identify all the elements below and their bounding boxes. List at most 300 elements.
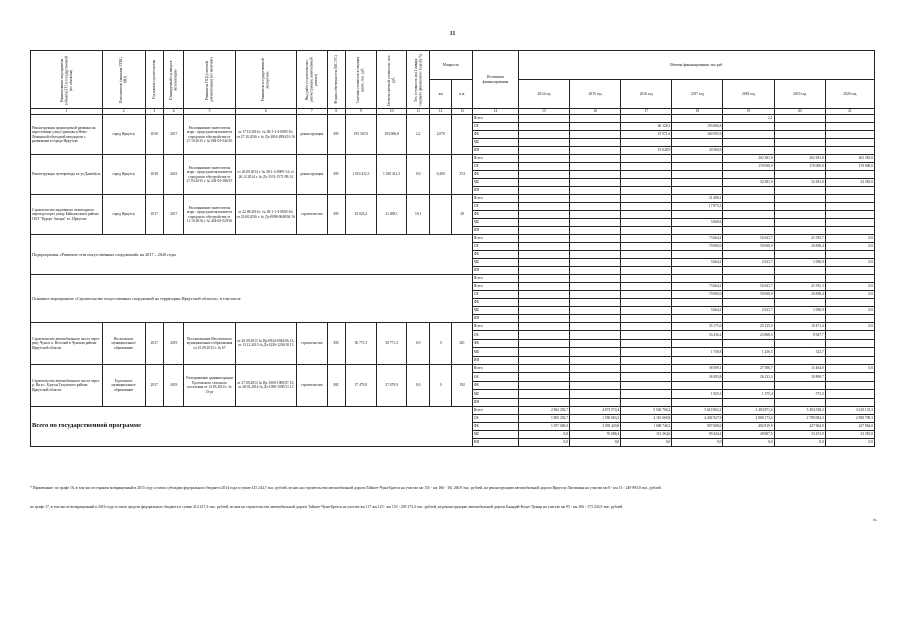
funding-value (774, 203, 825, 211)
funding-value (518, 267, 569, 275)
project-pm: 201 (452, 323, 472, 365)
funding-value: 4 402 927,9 (672, 414, 723, 422)
column-number: 19 (723, 109, 774, 115)
source-label: Всего (472, 195, 518, 203)
funding-value (672, 315, 723, 323)
main-event-title: Основное мероприятие «Строительство искусственных сооружений на территории Иркутской области», в том числе (31, 275, 473, 323)
funding-value (672, 275, 723, 283)
source-label: ОБ (472, 123, 518, 131)
table-row (31, 406, 875, 414)
funding-value: 25 125,0 (723, 323, 774, 331)
funding-value: 170 000,0 (825, 163, 874, 171)
project-work: реконструкция (296, 155, 327, 195)
funding-value (621, 307, 672, 315)
footnote-2: по графе 17, в том числе возвращенный в 2016 году остаток средств федерального бюджета в сумме 412 417,3 тыс. рублей, из них на строительство автомобильной дороги Тайшет-Чуна-Братск на участке км 117-км 125 - км 153 - 239 173,3 тыс. рублей, на реконструкцию автомобильной дороги Баяндай-Качуг-Хужир на участке км 95 - км 106 - 173 243,9 тыс. рублей. (30, 505, 624, 509)
funding-value (518, 139, 569, 147)
funding-value (570, 251, 621, 259)
funding-value (825, 331, 874, 339)
project-km: 2,070 (429, 115, 452, 155)
funding-value (570, 203, 621, 211)
project-exp: от 26.09.2014 г. № 38-1-4-0009-14; от 26.12.2014 г. № Дз-1531-1571/09.14 (235, 155, 296, 195)
column-number: 7 (296, 109, 327, 115)
funding-value: 202 381,0 (774, 155, 825, 163)
column-number: 6 (235, 109, 296, 115)
funding-value (774, 227, 825, 235)
funding-value (518, 155, 569, 163)
funding-value: 70 000,0 (672, 291, 723, 299)
funding-value (825, 381, 874, 389)
funding-value (570, 348, 621, 356)
funding-value (774, 211, 825, 219)
funding-value (723, 356, 774, 364)
funding-value (570, 123, 621, 131)
header-col-11-text: Тех. готовность (на 1 января текущего финансового года) (в %) (413, 53, 423, 106)
funding-value: 10 890,7 (774, 373, 825, 381)
funding-value (621, 251, 672, 259)
funding-value: 32 381,0 (825, 430, 874, 438)
funding-value (621, 163, 672, 171)
funding-value: 3 410 133,3 (825, 406, 874, 414)
funding-value (518, 373, 569, 381)
funding-value (723, 227, 774, 235)
funding-value: 1 805 292,7 (518, 414, 569, 422)
funding-value (825, 147, 874, 155)
funding-value: 27 506,7 (723, 364, 774, 372)
project-end: 2019 (163, 323, 183, 365)
source-label: ОБ (472, 331, 518, 339)
table-row (31, 275, 875, 283)
project-cost: 195 347,0 (346, 115, 377, 155)
project-rest: 21 498,1 (376, 195, 407, 235)
funding-value (774, 123, 825, 131)
funding-value: 170 000,0 (723, 163, 774, 171)
funding-value: 0,0 (825, 364, 874, 372)
funding-value (723, 398, 774, 406)
funding-value: 0,0 (825, 283, 874, 291)
table-row (31, 195, 875, 203)
funding-value (825, 356, 874, 364)
funding-value (518, 381, 569, 389)
funding-value: 36 583,8 (672, 373, 723, 381)
project-pm: 192 (452, 364, 472, 406)
funding-value (825, 195, 874, 203)
funding-value (825, 348, 874, 356)
funding-value (774, 115, 825, 123)
funding-value (518, 235, 569, 243)
funding-value (672, 398, 723, 406)
funding-value (518, 339, 569, 347)
project-pm: 374 (452, 155, 472, 195)
funding-value (723, 171, 774, 179)
funding-value (518, 356, 569, 364)
funding-value (723, 381, 774, 389)
project-start: 2016 (145, 115, 163, 155)
project-psd: Распоряжение заместителя мэра - председателя комитета городского обустройства от 27.10.2015 г. № 084-03-542/16 (184, 115, 235, 155)
funding-value (621, 390, 672, 398)
funding-value: 11 464,0 (774, 364, 825, 372)
funding-value: 3 039 420,8 (570, 422, 621, 430)
funding-value (518, 283, 569, 291)
funding-value: 73 664,2 (672, 235, 723, 243)
source-label: Всего (472, 115, 518, 123)
funding-value (723, 267, 774, 275)
header-col-1-text: Наименование мероприятия (объекта) ГП и государственной (по объектам) (59, 54, 73, 105)
funding-value (621, 331, 672, 339)
column-number: 1 (31, 109, 103, 115)
funding-value (621, 381, 672, 389)
funding-value (621, 299, 672, 307)
funding-value (518, 179, 569, 187)
funding-value: 70 000,0 (672, 243, 723, 251)
header-col-5-text: Реквизиты ПСД (сметной документации) (по наличию) (205, 57, 214, 102)
funding-value (621, 348, 672, 356)
funding-value (723, 187, 774, 195)
funding-value (672, 227, 723, 235)
funding-value: 20 838,4 (774, 243, 825, 251)
project-cost: 25 025,2 (346, 195, 377, 235)
funding-value (621, 203, 672, 211)
funding-value (570, 243, 621, 251)
project-km (429, 195, 452, 235)
funding-value: 33 416,2 (672, 331, 723, 339)
header-cap-km: км (429, 80, 452, 109)
funding-value (825, 203, 874, 211)
project-ready: 0,0 (407, 155, 430, 195)
funding-value: 4 673 574,4 (570, 406, 621, 414)
funding-value (774, 299, 825, 307)
funding-value (518, 219, 569, 227)
header-col-3-text: Год начала строительства (152, 59, 157, 99)
funding-value (723, 299, 774, 307)
header-year: 2019 год (774, 80, 825, 109)
funding-value (621, 373, 672, 381)
header-year: 2015 год (570, 80, 621, 109)
funding-value (825, 398, 874, 406)
funding-value (774, 381, 825, 389)
funding-value (621, 227, 672, 235)
funding-value (570, 227, 621, 235)
funding-value (621, 179, 672, 187)
source-label: ОБ (472, 291, 518, 299)
funding-value (825, 187, 874, 195)
header-col-8-text: Форма собственности (МС/ ГС) (334, 55, 339, 104)
header-col-7-text: Вид работ (строительство, реконструкция, капитальный ремонт) (305, 57, 319, 102)
funding-value (621, 356, 672, 364)
funding-value (672, 211, 723, 219)
funding-value (774, 267, 825, 275)
funding-value (570, 187, 621, 195)
funding-value (518, 147, 569, 155)
project-name: Реконструкция транспортной развязки на пересечении улиц Сурикова и Ново-Ленинской объездной автодороги с развязками в городе Иркутске (31, 115, 103, 155)
source-label: Всего (472, 364, 518, 372)
funding-value: 26 131,3 (723, 373, 774, 381)
funding-value (825, 219, 874, 227)
project-ready: 2,2 (407, 115, 430, 155)
project-exp: от 20.09.2013 № Пр-0944-0944/06.13; от 13.12.2013 № Дз-2236-1236/10.13 (235, 323, 296, 365)
funding-value (825, 131, 874, 139)
project-ready: 19,1 (407, 195, 430, 235)
funding-value (774, 398, 825, 406)
project-psd: Распоряжение заместителя мэра - председателя комитета городского обустройства от 11.10.2016 г. № 434-02-529/16 (184, 195, 235, 235)
funding-value (672, 187, 723, 195)
column-number: 3 (145, 109, 163, 115)
funding-value (570, 315, 621, 323)
funding-value: 2 789 084,3 (774, 414, 825, 422)
funding-value: 3 668,6 (672, 219, 723, 227)
source-label: ФБ (472, 339, 518, 347)
funding-value (774, 147, 825, 155)
project-rest: 1 010 412,3 (376, 155, 407, 195)
funding-value: 3 403 871,4 (723, 406, 774, 414)
column-number: 14 (472, 109, 518, 115)
funding-value (774, 195, 825, 203)
source-label: ОБ (472, 243, 518, 251)
funding-value (518, 259, 569, 267)
project-exec: город Иркутск (102, 155, 145, 195)
funding-value (672, 163, 723, 171)
funding-value (570, 235, 621, 243)
funding-value (825, 267, 874, 275)
funding-value (570, 356, 621, 364)
funding-value (825, 115, 874, 123)
funding-value (774, 131, 825, 139)
funding-value (570, 299, 621, 307)
project-psd: Постановление Веселовского муниципального образования от 25.09.2013 г. № 67 (184, 323, 235, 365)
source-label: ОБ (472, 203, 518, 211)
funding-value: 3 664,2 (672, 259, 723, 267)
funding-value (570, 267, 621, 275)
funding-value: 0,0 (518, 430, 569, 438)
funding-value (570, 291, 621, 299)
funding-value: 0,0 (825, 323, 874, 331)
funding-value (518, 275, 569, 283)
project-exp: от 22.08.2016 г. № 38-1-1-3-0065-16; от 23.08.2016 г. № Дз-0098-0048/04 16 (235, 195, 296, 235)
funding-value: 2 858 709,3 (825, 414, 874, 422)
project-end: 2021 (163, 155, 183, 195)
project-work: строительство (296, 323, 327, 365)
funding-value: 10 471,4 (774, 323, 825, 331)
funding-value (774, 171, 825, 179)
source-label: МБ (472, 139, 518, 147)
funding-value (518, 307, 569, 315)
source-label: ИИ (472, 227, 518, 235)
funding-value: 0,0 (518, 438, 569, 446)
funding-value: 35 175,0 (672, 323, 723, 331)
project-start: 2017 (145, 364, 163, 406)
column-number: 16 (570, 109, 621, 115)
project-pm (452, 115, 472, 155)
footnote-1: * Примечание: по графе 16, в том числе отражен возвращенный в 2015 году остаток субсидии федерального бюджета 2014 года в сумме 415 244,7 тыс. рублей, из них на строительство автомобильной дороги Тайшет-Чуна-Братск на участке км 155 - км 166 - 161 260,9 тыс. рублей, на реконструкцию автомобильной дороги Иркутск-Листвянка на участке км 8 - км 13 - 249 983,8 тыс. рублей. (30, 486, 662, 490)
project-rest: 193 066,8 (376, 115, 407, 155)
funding-value: 38 509,1 (672, 364, 723, 372)
funding-value (672, 179, 723, 187)
source-label: МБ (472, 307, 518, 315)
project-own: МС (327, 195, 345, 235)
column-number: 20 (774, 109, 825, 115)
table-row (31, 235, 875, 243)
funding-value (672, 339, 723, 347)
funding-value: 0,0 (570, 438, 621, 446)
funding-value: 32 381,0 (825, 179, 874, 187)
column-number: 17 (621, 109, 672, 115)
source-label: ОБ (472, 373, 518, 381)
source-label: ОБ (472, 163, 518, 171)
project-psd: Распоряжение заместителя мэра - председателя комитета городского обустройства от 27.04.2015 г. № 434-02-186/15 (184, 155, 235, 195)
project-end: 2019 (163, 364, 183, 406)
funding-value (825, 315, 874, 323)
funding-value (518, 291, 569, 299)
funding-value (825, 251, 874, 259)
funding-value (570, 398, 621, 406)
source-label: Всего (472, 235, 518, 243)
funding-value: 99 444,4 (672, 430, 723, 438)
header-year: 2017 год (672, 80, 723, 109)
project-work: строительство (296, 364, 327, 406)
funding-value (672, 171, 723, 179)
header-col-5 (184, 51, 235, 109)
source-label: ИИ (472, 438, 518, 446)
project-exec: Едогонское муниципальное образование (102, 364, 145, 406)
funding-value (723, 123, 774, 131)
header-col-9 (346, 51, 377, 109)
project-work: строительство (296, 195, 327, 235)
project-start: 2017 (145, 323, 163, 365)
source-label: ИИ (472, 147, 518, 155)
funding-value (570, 259, 621, 267)
funding-value: 50 000,0 (723, 243, 774, 251)
funding-value: 21 935,3 (774, 283, 825, 291)
funding-value (774, 251, 825, 259)
funding-value (518, 331, 569, 339)
funding-value: 3 664,2 (672, 307, 723, 315)
funding-value: 170 000,0 (774, 163, 825, 171)
header-year: 2018 год (723, 80, 774, 109)
source-label: ФБ (472, 422, 518, 430)
table-row (31, 155, 875, 163)
funding-value: 32 381,0 (723, 179, 774, 187)
subprogram-title: Подпрограмма «Развитие сети искусственных сооружений» на 2017 – 2020 годы (31, 235, 473, 275)
project-exp: от 27.09.2013 № Пр-1000-1000/07.13; от 28.01.2014 № Дз-1000-1000/11.13 (235, 364, 296, 406)
funding-value: 52 631,7 (723, 235, 774, 243)
project-name: Строительство автомобильного моста через реку Чуна в п. Веселый в Чунском районе Иркутской области (31, 323, 103, 365)
project-work: реконструкция (296, 115, 327, 155)
funding-value (672, 267, 723, 275)
funding-value: 66 120,3 (621, 123, 672, 131)
funding-value (825, 390, 874, 398)
header-col-2 (102, 51, 145, 109)
column-number: 5 (184, 109, 235, 115)
project-start: 2018 (145, 155, 163, 195)
funding-value (621, 187, 672, 195)
project-pm: 29 (452, 195, 472, 235)
funding-value (518, 203, 569, 211)
funding-value (672, 299, 723, 307)
source-label: ФБ (472, 381, 518, 389)
header-capacity: Мощность (429, 51, 472, 80)
funding-value (570, 131, 621, 139)
funding-value (570, 195, 621, 203)
header-col-11 (407, 51, 430, 109)
funding-value (621, 364, 672, 372)
funding-value (570, 283, 621, 291)
header-col-4-text: Планируемый год ввода в эксплуатацию (169, 59, 178, 100)
funding-value (570, 339, 621, 347)
funding-value (570, 364, 621, 372)
project-cost: 1 010 412,3 (346, 155, 377, 195)
funding-value (570, 323, 621, 331)
funding-value (723, 203, 774, 211)
project-km: 0,400 (429, 155, 452, 195)
header-year: 2016 год (621, 80, 672, 109)
source-label: Всего (472, 283, 518, 291)
funding-value (621, 259, 672, 267)
funding-value: 73 664,2 (672, 283, 723, 291)
funding-value (518, 115, 569, 123)
funding-value (723, 315, 774, 323)
funding-value (723, 211, 774, 219)
funding-value (570, 155, 621, 163)
table-row (31, 115, 875, 123)
funding-value: 17 875,5 (672, 203, 723, 211)
project-exec: город Иркутск (102, 115, 145, 155)
project-cost: 30 771,3 (346, 323, 377, 365)
source-label: Всего (472, 155, 518, 163)
funding-value: 49 887,5 (723, 430, 774, 438)
funding-value (518, 299, 569, 307)
funding-value: 5 540 706,2 (621, 406, 672, 414)
project-km: 0 (429, 323, 452, 365)
column-number: 2 (102, 109, 145, 115)
funding-value (672, 356, 723, 364)
funding-value: 202 381,0 (723, 155, 774, 163)
funding-value: 0,0 (774, 438, 825, 446)
funding-value: 0,0 (723, 438, 774, 446)
funding-value (621, 267, 672, 275)
funding-value (570, 219, 621, 227)
funding-value (621, 219, 672, 227)
project-psd: Распоряжение администрации Едогонского сельского поселения от 14.03.2014 г. № 15-рг (184, 364, 235, 406)
header-col-10-text: Остаток сметной стоимости, тыс. руб. (387, 53, 396, 106)
header-col-8 (327, 51, 345, 109)
source-label: ОБ (472, 414, 518, 422)
page-number: 11 (449, 31, 456, 37)
funding-value (621, 283, 672, 291)
funding-value (518, 390, 569, 398)
source-label: ФБ (472, 211, 518, 219)
funding-value: 2,1 (723, 115, 774, 123)
funding-value: 1 558 063,2 (570, 414, 621, 422)
funding-value (825, 139, 874, 147)
funding-value: 32 381,0 (774, 179, 825, 187)
header-year: 2014 год (518, 80, 569, 109)
column-number: 8 (327, 109, 345, 115)
source-label: Всего (472, 275, 518, 283)
funding-value (570, 275, 621, 283)
funding-value: 4 110 660,8 (621, 414, 672, 422)
funding-value (518, 163, 569, 171)
funding-value: 2 631,7 (723, 307, 774, 315)
source-label: МБ (472, 179, 518, 187)
funding-value (518, 323, 569, 331)
state-program-table (30, 50, 875, 447)
funding-value (621, 243, 672, 251)
header-col-4 (163, 51, 183, 109)
source-label: ИИ (472, 187, 518, 195)
funding-value (621, 235, 672, 243)
column-number: 9 (346, 109, 377, 115)
funding-value (774, 339, 825, 347)
funding-value (825, 211, 874, 219)
